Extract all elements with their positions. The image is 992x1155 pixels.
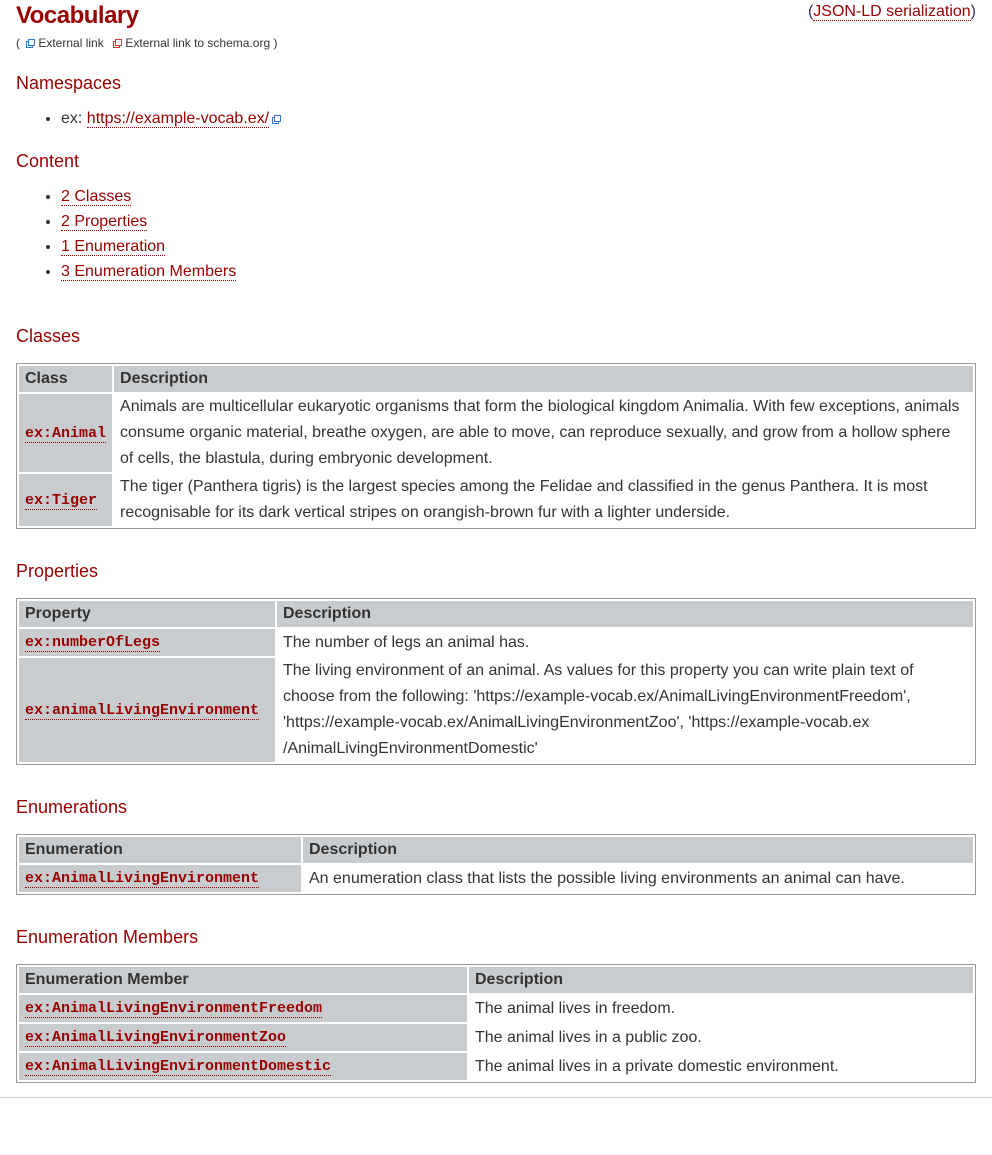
class-description: The tiger (Panthera tigris) is the largest species among the Felidae and classified in the genus Panthera. It is most recognisable for its dark vertical stripes on orangish-brown fur with a lighter underside. bbox=[120, 478, 928, 521]
enumeration-link[interactable]: ex:AnimalLivingEnvironment bbox=[25, 870, 260, 887]
member-link[interactable]: ex:AnimalLivingEnvironmentFreedom bbox=[25, 1000, 323, 1017]
content-item bbox=[61, 184, 976, 209]
column-header: Enumeration bbox=[19, 837, 301, 863]
content-link-classes[interactable]: 2 Classes bbox=[61, 188, 132, 205]
content-link-members[interactable]: 3 Enumeration Members bbox=[61, 263, 237, 280]
schema-external-link-icon bbox=[113, 39, 122, 48]
property-link[interactable]: ex:numberOfLegs bbox=[25, 634, 161, 651]
divider bbox=[0, 1097, 992, 1098]
member-link[interactable]: ex:AnimalLivingEnvironmentZoo bbox=[25, 1029, 287, 1046]
table-row bbox=[19, 995, 973, 1022]
legend-schema: External link to schema.org bbox=[125, 36, 271, 50]
content-item bbox=[61, 209, 976, 234]
json-ld-link-wrapper: (JSON-LD serialization) bbox=[807, 3, 976, 20]
property-description: The number of legs an animal has. bbox=[283, 633, 530, 651]
table-row bbox=[19, 474, 973, 526]
table-row bbox=[19, 394, 973, 472]
column-header: Description bbox=[303, 837, 973, 863]
legend-close: ) bbox=[273, 36, 278, 50]
column-header: Class bbox=[19, 366, 112, 392]
external-link-icon bbox=[272, 115, 281, 124]
link-legend bbox=[16, 36, 976, 50]
class-link[interactable]: ex:Tiger bbox=[25, 491, 98, 509]
namespace-prefix: ex: bbox=[61, 110, 83, 127]
json-ld-serialization-link[interactable]: JSON-LD serialization bbox=[813, 3, 971, 20]
members-heading: Enumeration Members bbox=[16, 927, 199, 947]
properties-table bbox=[16, 598, 976, 765]
member-description: The animal lives in a public zoo. bbox=[475, 1028, 702, 1046]
member-description: The animal lives in freedom. bbox=[475, 999, 676, 1017]
legend-external: External link bbox=[38, 36, 104, 50]
table-row bbox=[19, 629, 973, 656]
namespace-item bbox=[61, 106, 976, 131]
classes-table bbox=[16, 363, 976, 529]
content-heading: Content bbox=[16, 151, 80, 171]
external-link-icon bbox=[26, 39, 35, 48]
column-header: Description bbox=[469, 967, 973, 993]
content-list bbox=[16, 184, 976, 284]
table-row bbox=[19, 658, 973, 762]
column-header: Enumeration Member bbox=[19, 967, 467, 993]
classes-heading: Classes bbox=[16, 326, 81, 346]
class-description: Animals are multicellular eukaryotic organisms that form the biological kingdom Animalia. With few exceptions, animals consume organic material, breathe oxygen, are able to move, can reproduce sexually, and grow from a hollow sphere of cells, the blastula, during embryonic development. bbox=[120, 398, 960, 467]
enumerations-table bbox=[16, 834, 976, 895]
table-row bbox=[19, 865, 973, 892]
header bbox=[16, 0, 976, 50]
members-table bbox=[16, 964, 976, 1083]
member-description: The animal lives in a private domestic environment. bbox=[475, 1057, 839, 1075]
table-row bbox=[19, 1053, 973, 1080]
member-link[interactable]: ex:AnimalLivingEnvironmentDomestic bbox=[25, 1058, 332, 1075]
enumeration-description: An enumeration class that lists the possible living environments an animal can have. bbox=[309, 869, 905, 887]
content-item bbox=[61, 259, 976, 284]
content-link-enumerations[interactable]: 1 Enumeration bbox=[61, 238, 166, 255]
content-item bbox=[61, 234, 976, 259]
class-link[interactable]: ex:Animal bbox=[25, 424, 107, 442]
property-description: The living environment of an animal. As values for this property you can write plain text of choose from the following: 'https://example-vocab.ex/AnimalLivingEnvironmentFreedom', 'https://example-vocab.ex/AnimalLivingEnvironmentZoo', 'https://example-vocab.ex /AnimalLivingEnvironmentDomestic' bbox=[283, 662, 914, 757]
column-header: Property bbox=[19, 601, 275, 627]
namespace-link[interactable]: https://example-vocab.ex/ bbox=[86, 110, 270, 127]
namespaces-heading: Namespaces bbox=[16, 73, 122, 93]
namespaces-list bbox=[16, 106, 976, 131]
column-header: Description bbox=[277, 601, 973, 627]
content-link-properties[interactable]: 2 Properties bbox=[61, 213, 148, 230]
property-link[interactable]: ex:animalLivingEnvironment bbox=[25, 701, 260, 719]
page-title: Vocabulary bbox=[16, 2, 139, 29]
column-header: Description bbox=[114, 366, 973, 392]
properties-heading: Properties bbox=[16, 561, 99, 581]
enumerations-heading: Enumerations bbox=[16, 797, 128, 817]
table-row bbox=[19, 1024, 973, 1051]
legend-open: ( bbox=[16, 36, 20, 50]
